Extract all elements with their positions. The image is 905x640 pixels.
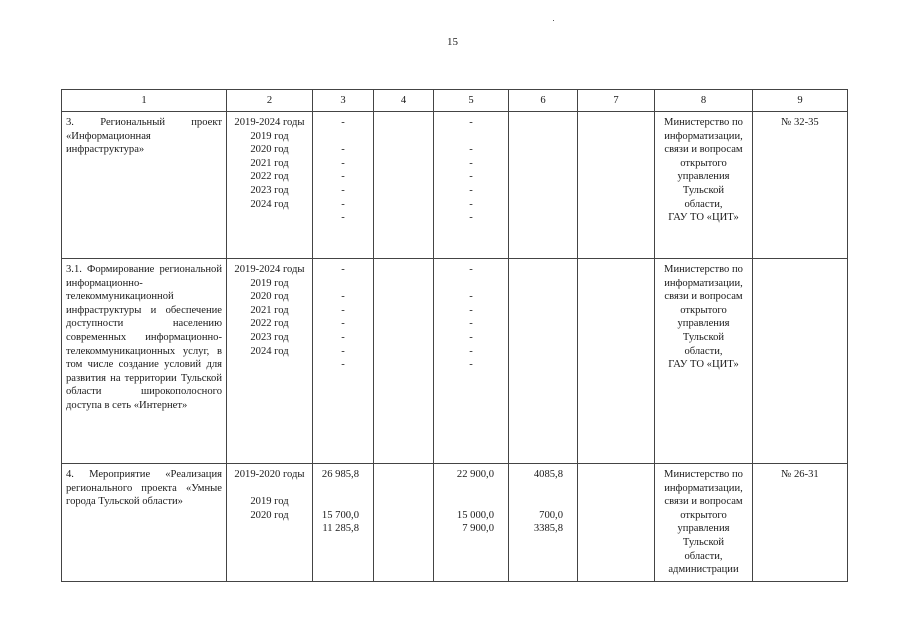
amount-value: - [341,291,345,303]
period-value: 2020 год [250,291,289,303]
period-value: 2020 год [250,509,289,521]
event-name-cell: 3.1. Формирование региональной информационно-телекоммуникационной инфраструктуры и обеспечение доступности населению современных информационно-телекоммуникационных услуг, в том числе создание условий для развития на территории Тульской области широкополосного доступа в сеть «Интернет» [62,259,227,464]
amount-value: - [341,171,345,183]
amount-value: - [341,318,345,330]
executor-line: Министерство по [664,264,743,275]
column-header: 5 [434,90,509,112]
amount-value: - [341,198,345,210]
amount-value: 11 285,8 [322,523,359,535]
col3-cell [313,464,374,582]
table-row [62,259,848,464]
period-value: 2019 год [250,130,289,142]
executor-line: открытого [680,157,727,169]
executor-line: информатизации, [664,130,743,142]
executor-line: Тульской [682,536,725,548]
program-table [61,89,848,582]
column-header: 1 [62,90,227,112]
period-value: 2022 год [250,318,289,330]
scan-speck [553,20,554,21]
amount-value: 15 000,0 [456,509,494,521]
executor-line: связи и вопросам [664,496,743,508]
amount-value: 26 985,8 [321,469,359,480]
amount-value: - [469,157,473,169]
col5-cell [434,112,509,259]
column-header: 6 [509,90,578,112]
column-number-row [62,90,848,112]
period-cell [227,112,313,259]
amount-value: - [469,291,473,303]
amount-value: - [341,157,345,169]
amount-value: - [469,345,473,357]
period-value: 2019-2024 годы [234,117,305,128]
reference-cell: № 32-35 [753,112,848,259]
period-value: 2023 год [250,184,289,196]
executor-line: Тульской [682,184,725,196]
amount-value: 7 900,0 [462,523,494,535]
page-number: 15 [447,36,458,48]
col7-cell [578,464,655,582]
executor-line: информатизации, [664,482,743,494]
col6-cell [509,259,578,464]
amount-value: - [469,184,473,196]
amount-value: - [469,331,473,343]
period-value: 2020 год [250,144,289,156]
period-value: 2021 год [250,304,289,316]
col6-cell [509,464,578,582]
period-cell [227,464,313,582]
period-value: 2019 год [250,496,289,508]
executor-line: открытого [680,304,727,316]
column-header: 2 [227,90,313,112]
executor-line: управления [677,318,730,330]
period-value: 2023 год [250,331,289,343]
period-value: 2019 год [250,277,289,289]
amount-value: - [341,331,345,343]
column-header: 3 [313,90,374,112]
executor-cell [655,259,753,464]
amount-value: - [469,359,473,371]
executor-line: области, [684,550,723,562]
amount-value: - [469,318,473,330]
period-value: 2024 год [250,198,289,210]
col4-cell [374,112,434,259]
executor-line: администрации [668,564,739,576]
amount-value: - [341,184,345,196]
amount-value: - [469,144,473,156]
reference-cell [753,259,848,464]
col7-cell [578,259,655,464]
column-header: 8 [655,90,753,112]
amount-value: 3385,8 [533,523,563,535]
amount-value: - [341,304,345,316]
event-name-cell: 3. Региональный проект «Информационная инфраструктура» [62,112,227,259]
amount-value: - [469,117,473,128]
amount-value: - [469,264,473,275]
col6-cell [509,112,578,259]
executor-line: области, [684,345,723,357]
col4-cell [374,464,434,582]
executor-line: связи и вопросам [664,291,743,303]
amount-value: - [341,144,345,156]
amount-value: 15 700,0 [321,509,359,521]
table-row [62,464,848,582]
amount-value: - [469,198,473,210]
executor-line: Министерство по [664,469,743,480]
period-cell [227,259,313,464]
executor-line: открытого [680,509,727,521]
col3-cell [313,259,374,464]
amount-value: - [341,345,345,357]
executor-line: управления [677,171,730,183]
reference-cell: № 26-31 [753,464,848,582]
period-value: 2024 год [250,345,289,357]
col4-cell [374,259,434,464]
amount-value: - [469,304,473,316]
table-row [62,112,848,259]
executor-cell [655,112,753,259]
executor-line: ГАУ ТО «ЦИТ» [668,212,739,224]
amount-value: 4085,8 [533,469,563,480]
column-header: 7 [578,90,655,112]
period-value: 2019-2020 годы [234,469,305,480]
amount-value: - [341,212,345,224]
amount-value: 700,0 [539,509,563,521]
col3-cell [313,112,374,259]
event-name-cell: 4. Мероприятие «Реализация регионального проекта «Умные города Тульской области» [62,464,227,582]
column-header: 4 [374,90,434,112]
col5-cell [434,259,509,464]
amount-value: - [469,171,473,183]
executor-cell [655,464,753,582]
amount-value: - [341,117,345,128]
amount-value: - [341,359,345,371]
executor-line: ГАУ ТО «ЦИТ» [668,359,739,371]
period-value: 2019-2024 годы [234,264,305,275]
col7-cell [578,112,655,259]
period-value: 2022 год [250,171,289,183]
executor-line: управления [677,523,730,535]
amount-value: 22 900,0 [456,469,494,480]
amount-value: - [469,212,473,224]
executor-line: Тульской [682,331,725,343]
amount-value: - [341,264,345,275]
col5-cell [434,464,509,582]
period-value: 2021 год [250,157,289,169]
column-header: 9 [753,90,848,112]
executor-line: информатизации, [664,277,743,289]
executor-line: области, [684,198,723,210]
executor-line: Министерство по [664,117,743,128]
executor-line: связи и вопросам [664,144,743,156]
